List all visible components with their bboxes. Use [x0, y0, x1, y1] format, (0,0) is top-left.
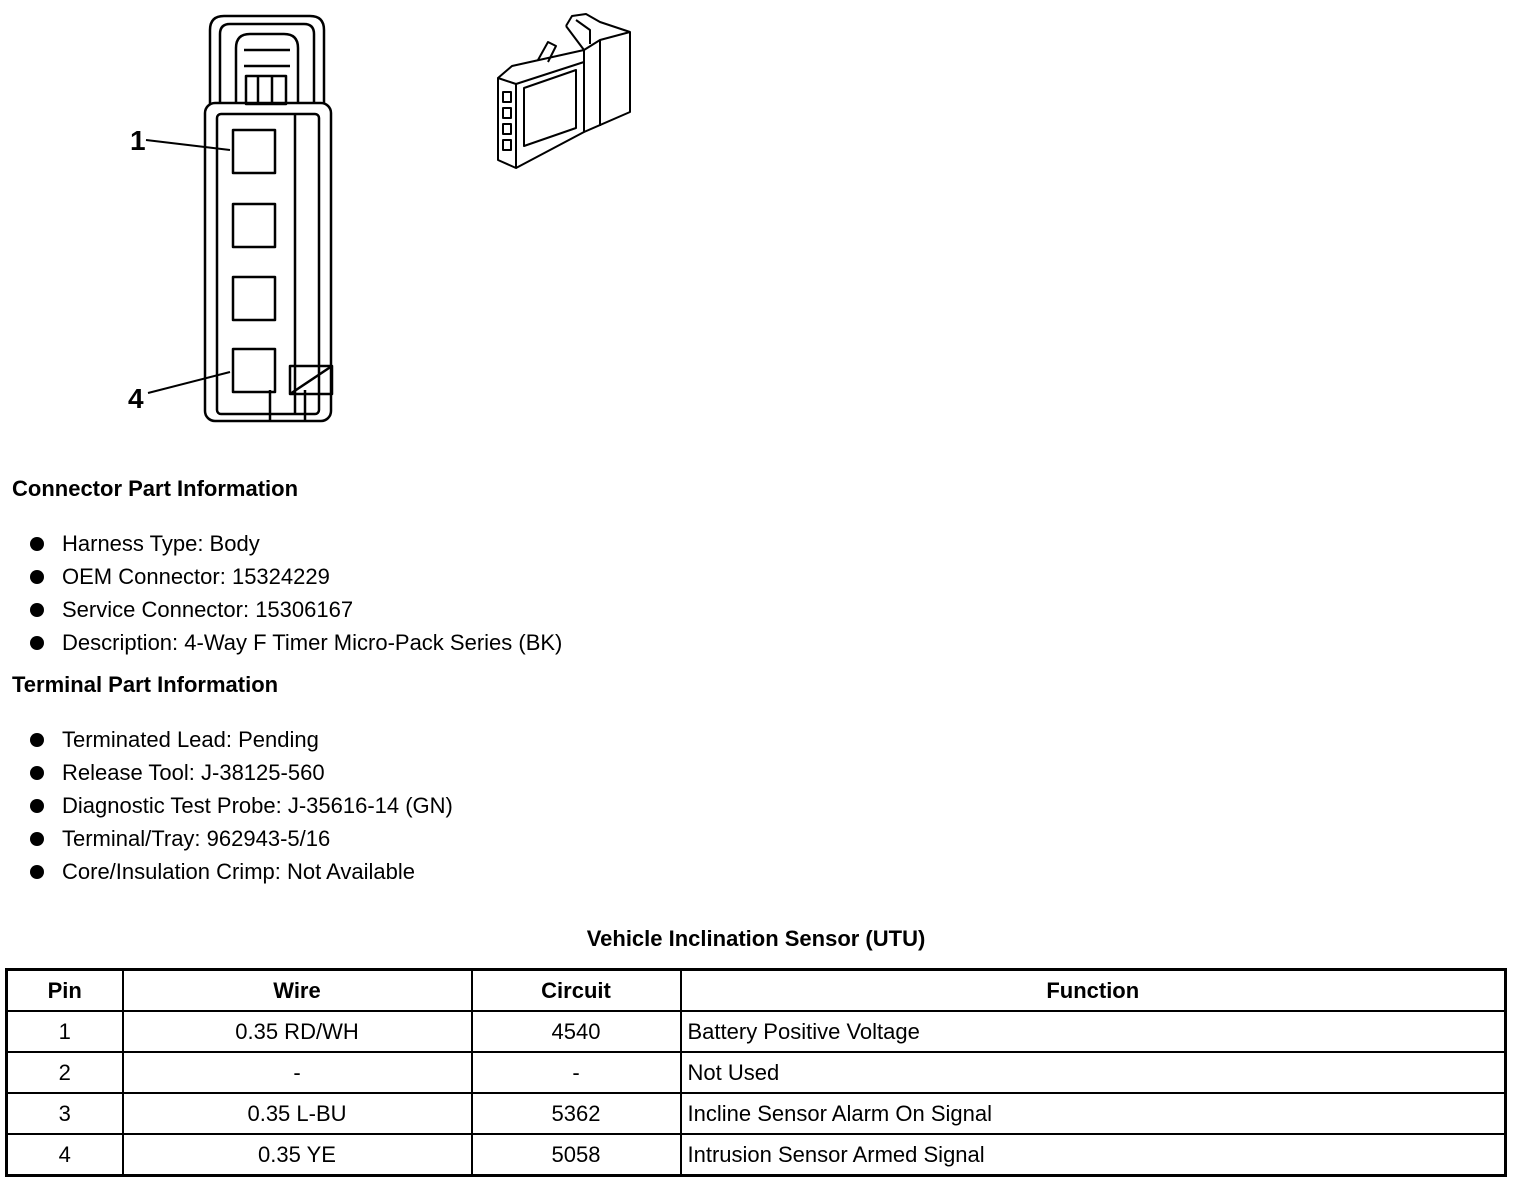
bullet-icon [30, 570, 44, 584]
list-item-text: Diagnostic Test Probe: J-35616-14 (GN) [62, 793, 453, 818]
list-item [28, 560, 562, 593]
list-item [28, 593, 562, 626]
function-cell: Not Used [681, 1052, 1506, 1093]
pin-1-label: 1 [130, 125, 146, 156]
list-item-text: Core/Insulation Crimp: Not Available [62, 859, 415, 884]
list-item [28, 822, 453, 855]
list-item [28, 855, 453, 888]
list-item [28, 626, 562, 659]
table-row [7, 1093, 1506, 1134]
connector-info-heading: Connector Part Information [12, 476, 299, 501]
list-item-text: Description: 4-Way F Timer Micro-Pack Series (BK) [62, 630, 563, 655]
table-row [7, 1052, 1506, 1093]
bullet-icon [30, 865, 44, 879]
circuit-cell: 5362 [472, 1093, 681, 1134]
pin-cavity-4 [233, 349, 275, 392]
connector-info-list [28, 527, 562, 659]
list-item-text: Harness Type: Body [62, 531, 260, 556]
connector-latch [210, 16, 324, 104]
wire-cell: - [123, 1052, 472, 1093]
list-item-text: Terminated Lead: Pending [62, 727, 319, 752]
function-cell: Incline Sensor Alarm On Signal [681, 1093, 1506, 1134]
pinout-table [5, 968, 1507, 1177]
list-item [28, 527, 562, 560]
wire-cell: 0.35 YE [123, 1134, 472, 1176]
circuit-cell: 4540 [472, 1011, 681, 1052]
list-item [28, 756, 453, 789]
connector-isometric-view [498, 14, 630, 168]
terminal-info-list [28, 723, 453, 888]
bullet-icon [30, 603, 44, 617]
list-item-text: Release Tool: J-38125-560 [62, 760, 325, 785]
list-item [28, 789, 453, 822]
pin-cell: 2 [7, 1052, 123, 1093]
list-item-text: Terminal/Tray: 962943-5/16 [62, 826, 331, 851]
bullet-icon [30, 733, 44, 747]
column-header-circuit: Circuit [472, 970, 681, 1012]
terminal-info-heading: Terminal Part Information [12, 672, 279, 697]
pin-cavity-2 [233, 204, 275, 247]
table-row [7, 1011, 1506, 1052]
list-item-text: Service Connector: 15306167 [62, 597, 354, 622]
bullet-icon [30, 832, 44, 846]
pin-cell: 4 [7, 1134, 123, 1176]
table-title: Vehicle Inclination Sensor (UTU) [586, 926, 926, 951]
pin-cell: 3 [7, 1093, 123, 1134]
column-header-function: Function [681, 970, 1506, 1012]
list-item [28, 723, 453, 756]
function-cell: Intrusion Sensor Armed Signal [681, 1134, 1506, 1176]
table-row [7, 1134, 1506, 1176]
bullet-icon [30, 799, 44, 813]
function-cell: Battery Positive Voltage [681, 1011, 1506, 1052]
connector-diagram [0, 0, 700, 440]
bullet-icon [30, 537, 44, 551]
column-header-wire: Wire [123, 970, 472, 1012]
wire-cell: 0.35 L-BU [123, 1093, 472, 1134]
pin-cavity-3 [233, 277, 275, 320]
pin-cell: 1 [7, 1011, 123, 1052]
list-item-text: OEM Connector: 15324229 [62, 564, 330, 589]
circuit-cell: - [472, 1052, 681, 1093]
wire-cell: 0.35 RD/WH [123, 1011, 472, 1052]
column-header-pin: Pin [7, 970, 123, 1012]
table-header-row [7, 970, 1506, 1012]
bullet-icon [30, 766, 44, 780]
pin-cavity-1 [233, 130, 275, 173]
circuit-cell: 5058 [472, 1134, 681, 1176]
bullet-icon [30, 636, 44, 650]
pin-4-label: 4 [128, 383, 144, 414]
